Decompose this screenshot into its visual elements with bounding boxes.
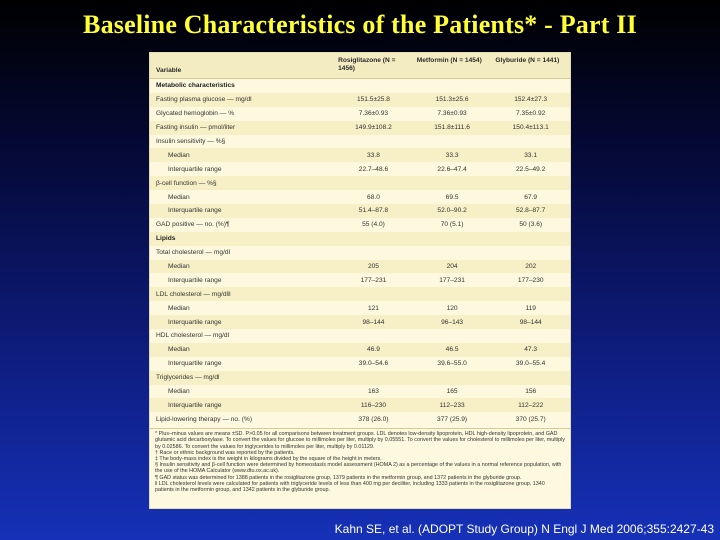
table-row xyxy=(150,121,570,135)
table-row xyxy=(150,260,570,274)
cell-glyburide: 150.4±113.1 xyxy=(512,124,549,132)
table-row xyxy=(150,287,570,301)
header-rosiglitazone: Rosiglitazone (N = 1456) xyxy=(338,57,396,72)
cell-metformin: 33.3 xyxy=(445,151,459,159)
row-label: Median xyxy=(168,304,190,312)
cell-rosiglitazone: 46.9 xyxy=(367,346,380,354)
table-row xyxy=(150,176,570,190)
cell-rosiglitazone: 177–231 xyxy=(360,276,387,284)
row-label: Median xyxy=(168,193,190,201)
cell-glyburide: 33.1 xyxy=(524,151,538,159)
cell-metformin: 204 xyxy=(446,263,458,271)
table-row xyxy=(150,218,570,232)
header-metformin: Metformin (N = 1454) xyxy=(416,57,482,64)
table-header xyxy=(150,53,570,79)
cell-metformin: 52.0–90.2 xyxy=(437,207,467,215)
row-label: Interquartile range xyxy=(168,318,222,326)
table-row xyxy=(150,301,570,315)
row-label: Interquartile range xyxy=(168,207,222,215)
cell-metformin: 46.5 xyxy=(445,346,459,354)
cell-metformin: 112–233 xyxy=(439,401,465,409)
row-label: Median xyxy=(168,346,190,354)
section-row xyxy=(150,79,570,93)
row-label: Median xyxy=(168,263,190,271)
table-row xyxy=(150,93,570,107)
row-label: HDL cholesterol — mg/dl xyxy=(156,332,230,340)
table-row xyxy=(150,273,570,287)
footnote: † Race or ethnic background was reported by the patients. xyxy=(155,449,295,456)
cell-glyburide: 67.9 xyxy=(524,193,538,201)
row-label: Interquartile range xyxy=(168,276,222,284)
row-label: Lipids xyxy=(156,235,176,243)
cell-rosiglitazone: 149.9±108.2 xyxy=(355,124,392,132)
table-body xyxy=(150,79,570,426)
cell-glyburide: 22.5–49.2 xyxy=(516,165,546,173)
section-row xyxy=(150,232,570,246)
cell-metformin: 165 xyxy=(446,388,458,396)
cell-glyburide: 52.8–87.7 xyxy=(516,207,546,215)
cell-metformin: 39.6–55.0 xyxy=(437,360,467,368)
table-row xyxy=(150,371,570,385)
table-row xyxy=(150,329,570,343)
row-label: Interquartile range xyxy=(168,360,222,368)
header-variable: Variable xyxy=(156,67,182,74)
footnote: ¶ GAD status was determined for 1388 patients in the rosiglitazone group, 1379 patients in the metformin group, and 1372 patients in the glyburide group. xyxy=(155,474,522,481)
table-row xyxy=(150,190,570,204)
row-label: LDL cholesterol — mg/dl‖ xyxy=(156,290,231,298)
cell-glyburide: 50 (3.6) xyxy=(519,221,543,229)
cell-metformin: 120 xyxy=(446,304,458,312)
cell-glyburide: 7.35±0.92 xyxy=(516,110,546,118)
cell-glyburide: 202 xyxy=(525,263,537,271)
footnote: ‡ The body-mass index is the weight in kilograms divided by the square of the height in meters. xyxy=(155,456,382,463)
cell-glyburide: 98–144 xyxy=(519,318,542,326)
cell-metformin: 22.6–47.4 xyxy=(437,165,467,173)
cell-rosiglitazone: 151.5±25.8 xyxy=(356,96,390,104)
footnote: * Plus–minus values are means ±SD. P>0.05 for all comparisons between treatment groups. LDL denotes low-density lipoprotein, HDL high-density lipoprotein, and GAD glutamic acid decarboxylase. To convert the values for glucose to millimoles per liter, multiply by 0.05551. To convert the values for cholesterol to millimoles per liter, multiply by 0.02586. To convert the values for triglycerides to millimoles per liter, multiply by 0.01129. xyxy=(155,431,565,450)
table-footnotes xyxy=(150,428,570,493)
cell-glyburide: 156 xyxy=(525,388,537,396)
table-row xyxy=(150,162,570,176)
row-label: Insulin sensitivity — %§ xyxy=(156,138,226,145)
cell-metformin: 7.36±0.93 xyxy=(437,110,467,118)
row-label: Fasting insulin — pmol/liter xyxy=(156,124,236,132)
row-label: GAD positive — no. (%)¶ xyxy=(156,221,230,229)
cell-rosiglitazone: 68.0 xyxy=(367,193,380,201)
row-label: Metabolic characteristics xyxy=(156,82,235,90)
row-label: Fasting plasma glucose — mg/dl xyxy=(156,96,252,104)
cell-rosiglitazone: 22.7–48.6 xyxy=(358,165,389,173)
table-row xyxy=(150,385,570,399)
cell-metformin: 377 (25.9) xyxy=(437,415,468,423)
cell-rosiglitazone: 7.36±0.93 xyxy=(358,110,389,118)
table-row xyxy=(150,315,570,329)
row-label: Interquartile range xyxy=(168,165,222,173)
table-row xyxy=(150,398,570,412)
cell-rosiglitazone: 33.8 xyxy=(367,151,380,159)
cell-rosiglitazone: 55 (4.0) xyxy=(362,221,385,229)
citation: Kahn SE, et al. (ADOPT Study Group) N Engl J Med 2006;355:2427-43 xyxy=(334,522,714,536)
cell-rosiglitazone: 39.0–54.6 xyxy=(358,360,389,368)
cell-rosiglitazone: 205 xyxy=(367,263,379,271)
cell-rosiglitazone: 51.4–87.8 xyxy=(358,207,389,215)
cell-glyburide: 370 (25.7) xyxy=(515,415,546,423)
row-label: Glycated hemoglobin — % xyxy=(156,110,235,118)
row-label: Median xyxy=(168,388,190,396)
table-row xyxy=(150,204,570,218)
footnote: § Insulin sensitivity and β-cell function were determined by homeostasis model assessment (HOMA 2) as a percentage of the values in a normal reference population, with the use of the HOMA Calculator (www.dtu.ox.ac.uk). xyxy=(155,462,562,475)
cell-metformin: 151.8±111.6 xyxy=(434,124,470,132)
row-label: Total cholesterol — mg/dl xyxy=(156,249,231,257)
table-row xyxy=(150,412,570,426)
cell-rosiglitazone: 98–144 xyxy=(362,318,385,326)
table-row xyxy=(150,135,570,149)
cell-rosiglitazone: 116–230 xyxy=(360,401,387,409)
cell-glyburide: 119 xyxy=(525,304,536,312)
header-glyburide: Glyburide (N = 1441) xyxy=(495,57,560,64)
table-row xyxy=(150,148,570,162)
row-label: Interquartile range xyxy=(168,401,222,409)
cell-metformin: 151.3±25.6 xyxy=(435,96,469,104)
baseline-table-image xyxy=(149,52,571,509)
cell-metformin: 69.5 xyxy=(445,193,459,201)
slide-title: Baseline Characteristics of the Patients* - Part II xyxy=(83,10,637,39)
cell-glyburide: 152.4±27.3 xyxy=(514,96,548,104)
cell-metformin: 96–143 xyxy=(441,318,464,326)
table-row xyxy=(150,107,570,121)
table-row xyxy=(150,246,570,260)
cell-glyburide: 39.0–55.4 xyxy=(516,360,546,368)
cell-metformin: 70 (5.1) xyxy=(440,221,464,229)
cell-glyburide: 112–222 xyxy=(518,401,544,409)
cell-metformin: 177–231 xyxy=(439,276,465,284)
table-row xyxy=(150,343,570,357)
footnote: ‖ LDL cholesterol levels were calculated for patients with triglyceride levels of less than 400 mg per deciliter, including 1333 patients in the rosiglitazone group, 1340 patients in the metformin group, and 1342 patients in the glyburide group. xyxy=(155,480,545,494)
row-label: Triglycerides — mg/dl xyxy=(156,374,220,382)
cell-glyburide: 47.3 xyxy=(524,346,538,354)
cell-rosiglitazone: 121 xyxy=(367,304,379,312)
row-label: β-cell function — %§ xyxy=(156,179,217,187)
cell-rosiglitazone: 163 xyxy=(367,388,379,396)
row-label: Lipid-lowering therapy — no. (%) xyxy=(156,415,253,423)
cell-glyburide: 177–230 xyxy=(517,276,544,284)
cell-rosiglitazone: 378 (26.0) xyxy=(358,415,389,423)
row-label: Median xyxy=(168,151,190,159)
table-row xyxy=(150,357,570,371)
